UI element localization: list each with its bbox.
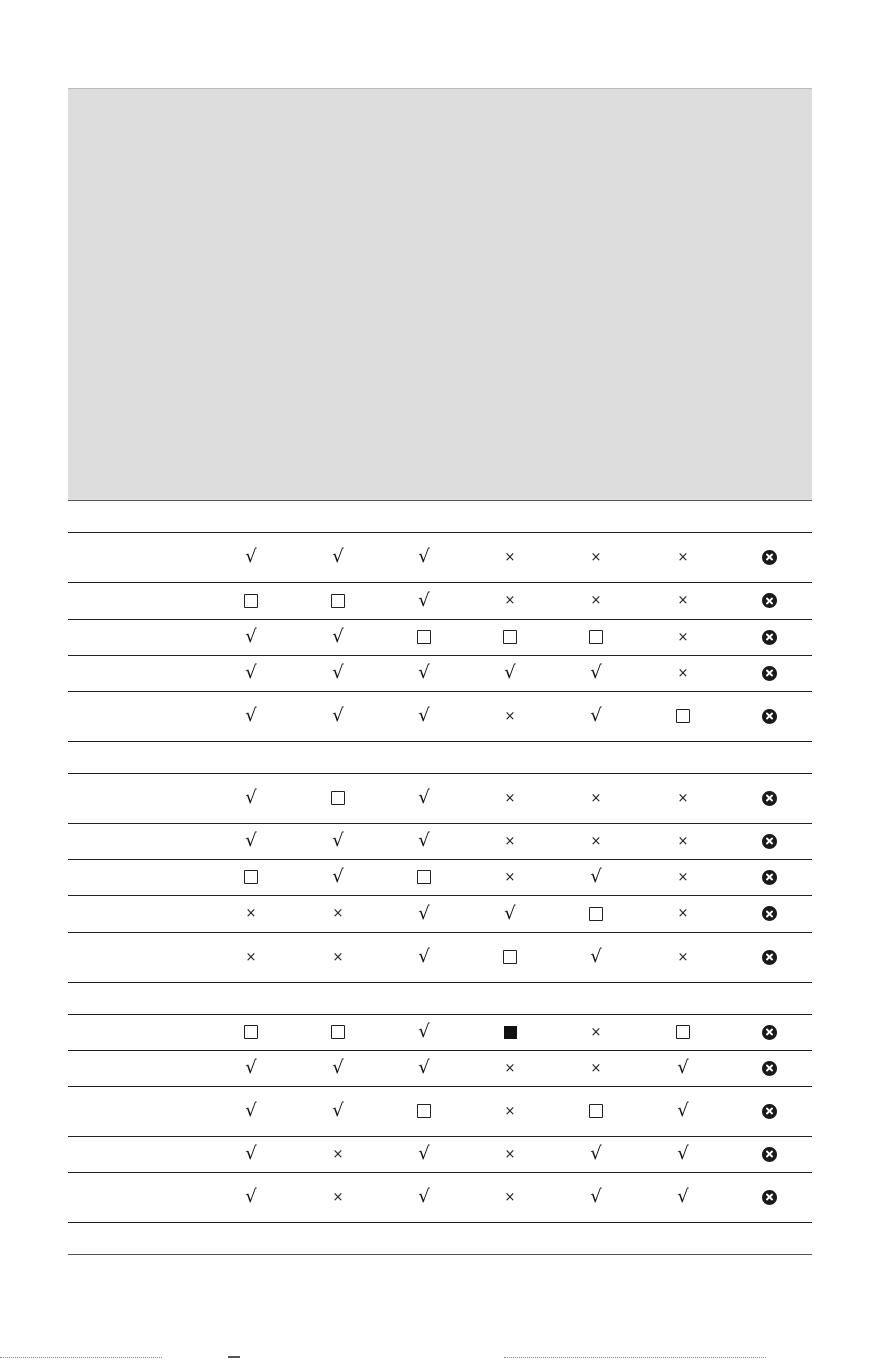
check-icon: √ — [418, 705, 430, 726]
check-icon: √ — [245, 1143, 257, 1164]
table-cell — [404, 532, 444, 582]
table-cell — [749, 773, 789, 823]
table-cell — [749, 823, 789, 859]
cross-icon: × — [677, 949, 689, 965]
circle-x-icon — [762, 1147, 777, 1162]
table-cell — [576, 1136, 616, 1172]
check-icon: √ — [677, 1186, 689, 1207]
table-cell — [576, 532, 616, 582]
cross-icon: × — [677, 549, 689, 565]
check-icon: √ — [245, 787, 257, 808]
circle-x-icon — [762, 906, 777, 921]
check-icon: √ — [418, 1057, 430, 1078]
table-header-band — [68, 88, 812, 500]
table-row — [68, 932, 812, 982]
table-cell — [404, 1136, 444, 1172]
check-icon: √ — [590, 1186, 602, 1207]
cross-icon: × — [332, 949, 344, 965]
cross-icon: × — [677, 665, 689, 681]
table-cell — [231, 619, 271, 655]
table-cell — [404, 1014, 444, 1050]
table-cell — [231, 895, 271, 932]
table-cell — [749, 582, 789, 619]
table-cell — [490, 932, 530, 982]
table-row — [68, 773, 812, 823]
table-cell — [318, 691, 358, 741]
table-cell — [663, 1014, 703, 1050]
cross-icon: × — [590, 790, 602, 806]
cross-icon: × — [504, 549, 516, 565]
table-cell — [749, 859, 789, 895]
empty-square-icon — [244, 594, 258, 608]
table-cell — [663, 859, 703, 895]
table-cell — [749, 1136, 789, 1172]
cross-icon: × — [677, 869, 689, 885]
table-cell — [576, 582, 616, 619]
table-cell — [231, 1172, 271, 1222]
empty-square-icon — [503, 950, 517, 964]
circle-x-icon — [762, 666, 777, 681]
table-cell — [231, 1050, 271, 1086]
check-icon: √ — [418, 589, 430, 611]
table-cell — [231, 582, 271, 619]
check-icon: √ — [418, 946, 430, 967]
check-icon: √ — [332, 662, 344, 683]
table-cell — [318, 619, 358, 655]
section-subheader-row — [68, 500, 812, 532]
table-cell — [490, 823, 530, 859]
check-icon: √ — [418, 1143, 430, 1164]
table-cell — [749, 895, 789, 932]
cross-icon: × — [677, 906, 689, 921]
table-cell — [576, 859, 616, 895]
table-cell — [663, 1172, 703, 1222]
table-cell — [663, 619, 703, 655]
table-cell — [318, 932, 358, 982]
table-cell — [231, 859, 271, 895]
cross-icon: × — [504, 790, 516, 806]
table-row — [68, 859, 812, 895]
circle-x-icon — [762, 834, 777, 849]
check-icon: √ — [590, 662, 602, 683]
table-row — [68, 1014, 812, 1050]
footer-dotted-rule-right — [504, 1357, 766, 1358]
check-icon: √ — [245, 705, 257, 726]
table-cell — [490, 691, 530, 741]
table-cell — [318, 655, 358, 691]
check-icon: √ — [418, 1186, 430, 1207]
cross-icon: × — [677, 593, 689, 608]
table-cell — [490, 895, 530, 932]
table-cell — [663, 1136, 703, 1172]
table-cell — [576, 1014, 616, 1050]
empty-square-icon — [589, 1104, 603, 1118]
table-cell — [318, 823, 358, 859]
check-icon: √ — [245, 546, 257, 567]
check-icon: √ — [418, 787, 430, 808]
table-cell — [663, 932, 703, 982]
table-row — [68, 1136, 812, 1172]
table-row — [68, 582, 812, 619]
check-icon: √ — [418, 830, 430, 851]
cross-icon: × — [590, 549, 602, 565]
table-cell — [749, 1086, 789, 1136]
table-cell — [490, 1014, 530, 1050]
circle-x-icon — [762, 1061, 777, 1076]
check-icon: √ — [332, 830, 344, 851]
table-cell — [404, 1172, 444, 1222]
table-row — [68, 1086, 812, 1136]
table-cell — [490, 1050, 530, 1086]
table-cell — [663, 823, 703, 859]
table-cell — [490, 655, 530, 691]
table-cell — [663, 1050, 703, 1086]
table-cell — [404, 655, 444, 691]
table-cell — [663, 582, 703, 619]
table-cell — [318, 859, 358, 895]
table-row — [68, 619, 812, 655]
table-cell — [231, 532, 271, 582]
section-subheader-row — [68, 741, 812, 773]
check-icon: √ — [245, 1186, 257, 1207]
empty-square-icon — [331, 791, 345, 805]
empty-square-icon — [417, 1104, 431, 1118]
table-cell — [576, 1172, 616, 1222]
table-cell — [749, 655, 789, 691]
cross-icon: × — [332, 1189, 344, 1205]
table-cell — [490, 1086, 530, 1136]
table-cell — [749, 1172, 789, 1222]
check-icon: √ — [677, 1100, 689, 1121]
empty-square-icon — [589, 630, 603, 644]
table-cell — [749, 1014, 789, 1050]
table-cell — [231, 691, 271, 741]
row-divider — [68, 1254, 812, 1255]
circle-x-icon — [762, 630, 777, 645]
check-icon: √ — [332, 626, 344, 647]
table-cell — [231, 1136, 271, 1172]
empty-square-icon — [676, 709, 690, 723]
cross-icon: × — [677, 790, 689, 806]
table-row — [68, 655, 812, 691]
check-icon: √ — [245, 626, 257, 647]
table-cell — [490, 859, 530, 895]
check-icon: √ — [418, 662, 430, 683]
circle-x-icon — [762, 1190, 777, 1205]
check-icon: √ — [332, 1100, 344, 1121]
table-cell — [318, 582, 358, 619]
check-icon: √ — [332, 1057, 344, 1078]
table-cell — [490, 582, 530, 619]
cross-icon: × — [245, 906, 257, 921]
table-row — [68, 532, 812, 582]
table-cell — [749, 691, 789, 741]
empty-square-icon — [331, 1025, 345, 1039]
check-icon: √ — [245, 1100, 257, 1121]
empty-square-icon — [676, 1025, 690, 1039]
table-cell — [231, 655, 271, 691]
table-cell — [404, 895, 444, 932]
table-cell — [404, 619, 444, 655]
circle-x-icon — [762, 550, 777, 565]
empty-square-icon — [417, 630, 431, 644]
check-icon: √ — [504, 662, 516, 683]
empty-square-icon — [244, 1025, 258, 1039]
cross-icon: × — [677, 833, 689, 849]
empty-square-icon — [503, 630, 517, 644]
check-icon: √ — [590, 705, 602, 726]
table-cell — [318, 532, 358, 582]
check-icon: √ — [332, 705, 344, 726]
table-cell — [576, 932, 616, 982]
table-cell — [404, 1050, 444, 1086]
table-cell — [318, 1050, 358, 1086]
table-cell — [576, 823, 616, 859]
table-cell — [663, 895, 703, 932]
table-cell — [663, 1086, 703, 1136]
cross-icon: × — [504, 593, 516, 608]
circle-x-icon — [762, 950, 777, 965]
table-cell — [663, 655, 703, 691]
table-cell — [490, 619, 530, 655]
table-cell — [576, 619, 616, 655]
cross-icon: × — [245, 949, 257, 965]
table-cell — [318, 773, 358, 823]
table-row — [68, 1050, 812, 1086]
empty-square-icon — [331, 594, 345, 608]
table-cell — [231, 1086, 271, 1136]
check-icon: √ — [418, 546, 430, 567]
cross-icon: × — [677, 629, 689, 645]
check-icon: √ — [677, 1143, 689, 1164]
table-cell — [404, 823, 444, 859]
table-cell — [490, 773, 530, 823]
check-icon: √ — [418, 1021, 430, 1042]
table-cell — [404, 691, 444, 741]
table-cell — [404, 582, 444, 619]
table-cell — [318, 1086, 358, 1136]
cross-icon: × — [590, 1060, 602, 1076]
cross-icon: × — [504, 708, 516, 724]
table-cell — [318, 1172, 358, 1222]
table-cell — [749, 1050, 789, 1086]
empty-square-icon — [589, 907, 603, 921]
table-cell — [663, 773, 703, 823]
table-cell — [749, 619, 789, 655]
table-cell — [576, 691, 616, 741]
table-cell — [490, 1136, 530, 1172]
table-cell — [490, 1172, 530, 1222]
cross-icon: × — [504, 833, 516, 849]
cross-icon: × — [504, 1189, 516, 1205]
table-cell — [576, 1050, 616, 1086]
cross-icon: × — [332, 1146, 344, 1162]
table-cell — [231, 932, 271, 982]
table-cell — [231, 773, 271, 823]
table-cell — [663, 532, 703, 582]
cross-icon: × — [590, 593, 602, 608]
table-cell — [404, 773, 444, 823]
table-cell — [576, 655, 616, 691]
check-icon: √ — [418, 902, 430, 924]
section-subheader-row — [68, 982, 812, 1014]
table-cell — [663, 691, 703, 741]
table-cell — [318, 895, 358, 932]
circle-x-icon — [762, 1025, 777, 1040]
cross-icon: × — [590, 833, 602, 849]
table-cell — [490, 532, 530, 582]
table-footer-row — [68, 1222, 812, 1254]
filled-square-icon — [504, 1026, 517, 1039]
cross-icon: × — [504, 869, 516, 885]
table-cell — [404, 859, 444, 895]
table-cell — [318, 1136, 358, 1172]
table-cell — [749, 532, 789, 582]
cross-icon: × — [590, 1024, 602, 1040]
table-cell — [231, 1014, 271, 1050]
table-cell — [576, 895, 616, 932]
check-icon: √ — [504, 902, 516, 924]
empty-square-icon — [417, 870, 431, 884]
empty-square-icon — [244, 870, 258, 884]
check-icon: √ — [245, 662, 257, 683]
table-row — [68, 691, 812, 741]
table-cell — [576, 773, 616, 823]
table-row — [68, 895, 812, 932]
circle-x-icon — [762, 709, 777, 724]
check-icon: √ — [332, 866, 344, 887]
check-icon: √ — [590, 1143, 602, 1164]
circle-x-icon — [762, 593, 777, 608]
table-cell — [231, 823, 271, 859]
circle-x-icon — [762, 1104, 777, 1119]
table-row — [68, 1172, 812, 1222]
circle-x-icon — [762, 870, 777, 885]
table-cell — [404, 1086, 444, 1136]
check-icon: √ — [590, 946, 602, 967]
footer-rule-mark — [228, 1356, 240, 1358]
check-icon: √ — [245, 1057, 257, 1078]
cross-icon: × — [504, 1146, 516, 1162]
check-icon: √ — [677, 1057, 689, 1078]
circle-x-icon — [762, 791, 777, 806]
check-icon: √ — [245, 830, 257, 851]
table-cell — [404, 932, 444, 982]
table-row — [68, 823, 812, 859]
table-cell — [318, 1014, 358, 1050]
cross-icon: × — [504, 1060, 516, 1076]
table-cell — [576, 1086, 616, 1136]
table-cell — [749, 932, 789, 982]
check-icon: √ — [590, 866, 602, 887]
check-icon: √ — [332, 546, 344, 567]
cross-icon: × — [504, 1103, 516, 1119]
cross-icon: × — [332, 906, 344, 921]
footer-dotted-rule — [0, 1357, 162, 1358]
